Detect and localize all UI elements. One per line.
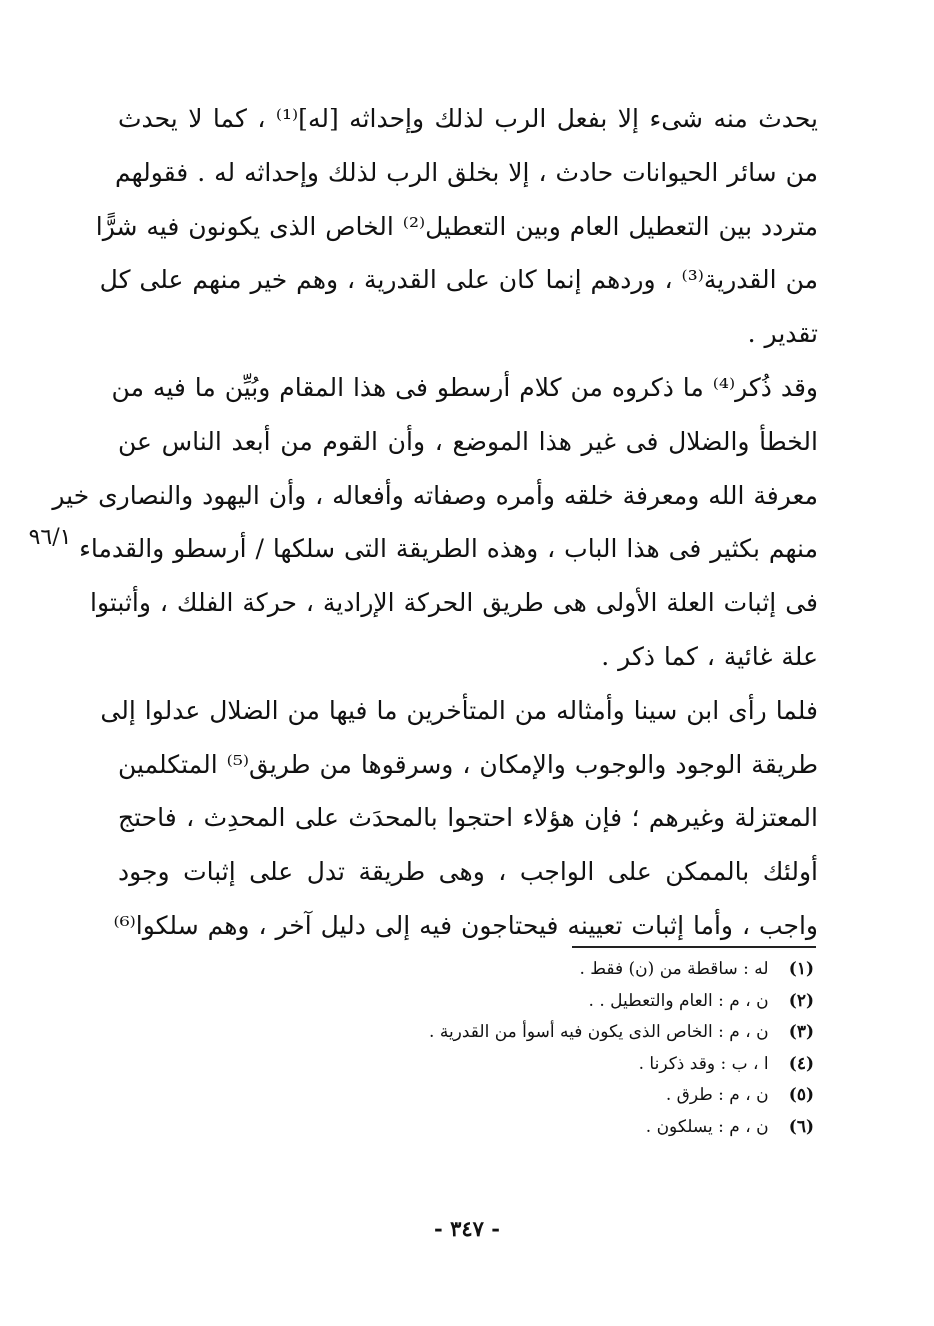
body-text xyxy=(52,92,818,953)
footnote xyxy=(300,1080,814,1112)
footnote-text: ن ، م : طرق . xyxy=(665,1085,769,1105)
footnote-number: (١) xyxy=(788,959,814,979)
body-line: تقدير . xyxy=(747,319,818,349)
page-number: - ٣٤٧ - xyxy=(434,1216,500,1241)
body-line: فلما رأى ابن سينا وأمثاله من المتأخرين ما فيها من الضلال عدلوا إلى xyxy=(100,695,818,725)
footnote-text: له : ساقطة من (ن) فقط . xyxy=(579,959,769,979)
footnote-text: ن ، م : العام والتعطيل . . xyxy=(588,990,769,1011)
footnote xyxy=(300,1112,814,1144)
footnote xyxy=(300,954,814,986)
footnote xyxy=(300,1017,814,1049)
footnote-text: ن ، م : يسلكون . xyxy=(645,1116,769,1137)
footnote-number: (٦) xyxy=(788,1116,814,1137)
footnote-text: ا ، ب : وقد ذكرنا . xyxy=(638,1053,769,1074)
footnote-number: (٥) xyxy=(788,1085,814,1105)
body-line: فى إثبات العلة الأولى هى طريق الحركة الإرادية ، حركة الفلك ، وأثبتوا xyxy=(90,588,818,618)
body-line: الخطأ والضلال فى غير هذا الموضع ، وأن القوم من أبعد الناس عن xyxy=(118,426,818,456)
body-line: من سائر الحيوانات حادث ، إلا بخلق الرب لذلك وإحداثه له . فقولهم xyxy=(114,157,818,187)
body-line: أولئك بالممكن على الواجب ، وهى طريقة تدل على إثبات وجود xyxy=(118,857,818,887)
margin-note: ٩٦/١ xyxy=(28,525,72,550)
body-line: وقد ذُكر⁽⁴⁾ ما ذكروه من كلام أرسطو فى هذا المقام وبُيِّن ما فيه من xyxy=(111,372,818,402)
footnote-text: ن ، م : الخاص الذى يكون فيه أسوأ من القدرية . xyxy=(429,1022,769,1042)
body-line: يحدث منه شىء إلا بفعل الرب لذلك وإحداثه [له]⁽¹⁾ ، كما لا يحدث xyxy=(118,104,818,133)
footnote-number: (٢) xyxy=(788,990,814,1011)
body-line: معرفة الله ومعرفة خلقه وأمره وصفاته وأفعاله ، وأن اليهود والنصارى خير xyxy=(52,480,818,510)
footnote-number: (٣) xyxy=(788,1022,814,1042)
footnote xyxy=(300,1049,814,1081)
footnote xyxy=(300,986,814,1018)
body-line: المعتزلة وغيرهم ؛ فإن هؤلاء احتجوا بالمحدَث على المحدِث ، فاحتج xyxy=(118,803,818,833)
body-line: طريقة الوجود والوجوب والإمكان ، وسرقوها من طريق⁽⁵⁾ المتكلمين xyxy=(118,749,818,779)
body-line: من القدرية⁽³⁾ ، وردهم إنما كان على القدرية ، وهم خير منهم على كل xyxy=(99,265,818,295)
body-line: علة غائية ، كما ذكر . xyxy=(601,641,818,671)
body-line: منهم بكثير فى هذا الباب ، وهذه الطريقة التى سلكها / أرسطو والقدماء xyxy=(79,534,818,564)
body-line: واجب ، وأما إثبات تعيينه فيحتاجون فيه إلى دليل آخر ، وهم سلكوا⁽⁶⁾ xyxy=(113,910,818,940)
footnote-number: (٤) xyxy=(788,1053,814,1074)
footnote-divider xyxy=(572,946,816,948)
footnotes xyxy=(300,954,814,1143)
body-line: متردد بين التعطيل العام وبين التعطيل⁽²⁾ الخاص الذى يكونون فيه شرًّا xyxy=(95,211,818,241)
